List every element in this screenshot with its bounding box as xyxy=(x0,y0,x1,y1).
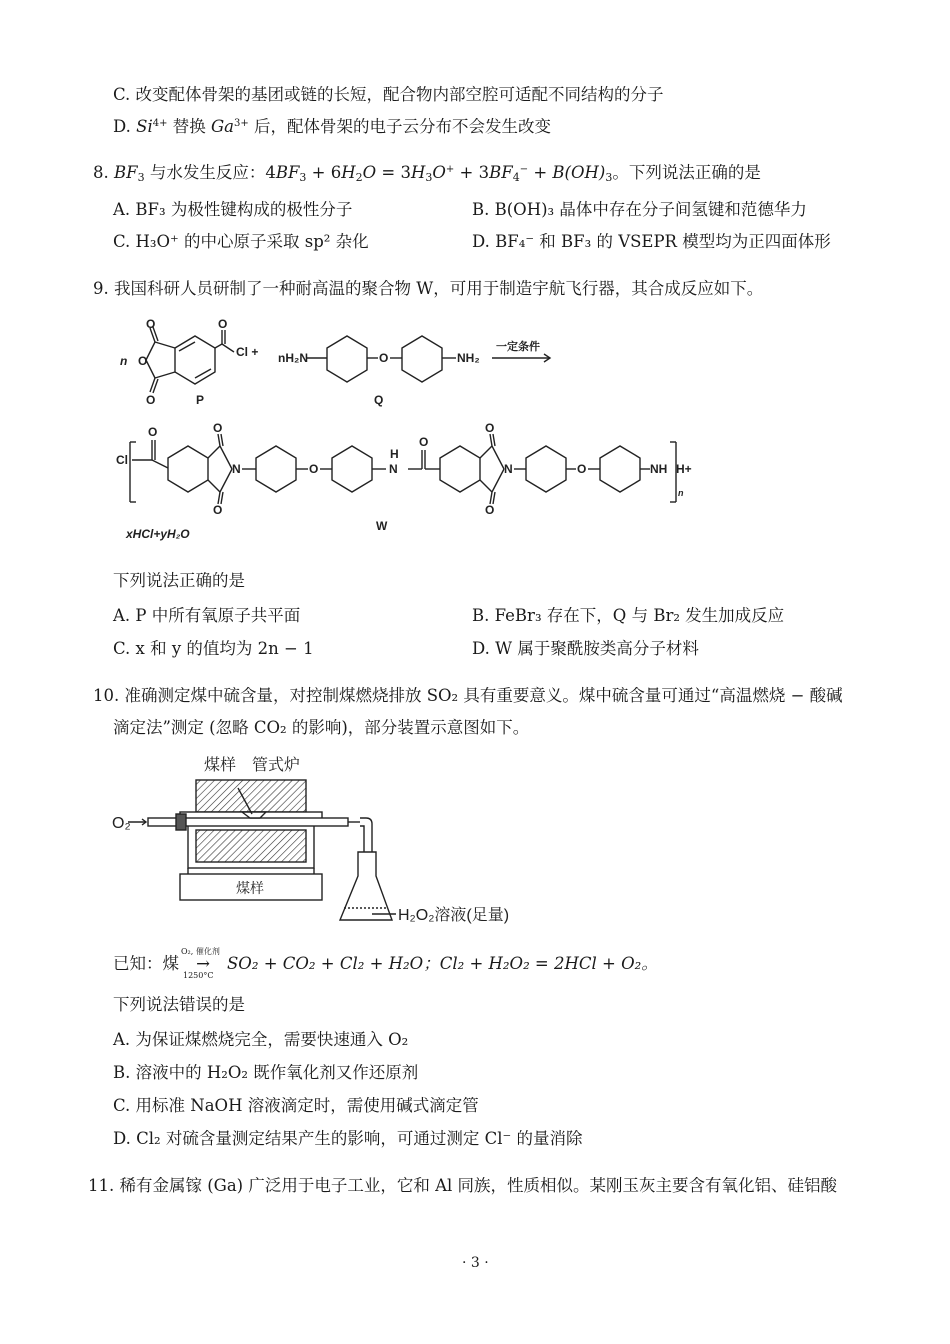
label-w: W xyxy=(376,519,388,533)
q7-option-c: C. 改变配体骨架的基团或链的长短，配合物内部空腔可适配不同结构的分子 xyxy=(113,85,664,104)
fig-label-o2: O₂ xyxy=(112,815,131,832)
q9-reaction-scheme xyxy=(110,312,710,552)
w-amide-n: N xyxy=(389,462,398,476)
fig-label-h2o2: H₂O₂溶液(足量) xyxy=(398,907,510,924)
p-oxygen-acyl: O xyxy=(218,317,228,331)
q-amine-right: NH₂ xyxy=(457,351,480,365)
w-benzene-ring-2 xyxy=(256,446,296,492)
p-cl-plus: Cl + xyxy=(236,345,259,359)
w-carbonyl-oxygen: O xyxy=(419,435,429,449)
w-nitrogen-1: N xyxy=(232,462,241,476)
conical-flask xyxy=(340,852,392,920)
q11-stem: 11. 稀有金属镓 (Ga) 广泛用于电子工业，它和 Al 同族，性质相似。某刚玉灰主要含有氧化铝、硅铝酸 xyxy=(88,1176,838,1195)
byproduct: xHCl+yH₂O xyxy=(126,527,190,541)
w-nitrogen-2: N xyxy=(504,462,513,476)
w-oxygen-1: O xyxy=(148,425,158,439)
w-terminal-nh: NH xyxy=(650,462,668,476)
q10-stem-line2: 滴定法”测定 (忽略 CO₂ 的影响)，部分装置示意图如下。 xyxy=(113,718,530,737)
w-oxygen-3: O xyxy=(213,503,223,517)
q7-option-d: D. $Si^{4+}$ 替换 $Ga^{3+}$ 后，配体骨架的电子云分布不会发生改变 xyxy=(113,117,552,136)
label-q: Q xyxy=(374,393,384,407)
furnace-top-heater xyxy=(196,780,306,812)
w-benzene-ring-4 xyxy=(440,446,480,492)
w-oxygen-4: O xyxy=(485,421,495,435)
q10-ask: 下列说法错误的是 xyxy=(113,995,245,1014)
q9-ask: 下列说法正确的是 xyxy=(113,571,245,590)
q9-option-b: B. FeBr₃ 存在下，Q 与 Br₂ 发生加成反应 xyxy=(472,606,785,625)
q8-option-c: C. H₃O⁺ 的中心原子采取 sp² 杂化 xyxy=(113,232,369,251)
q9-option-c: C. x 和 y 的值均为 2n − 1 xyxy=(113,639,314,658)
w-ether-oxygen-1: O xyxy=(309,462,319,476)
w-benzene-ring-5 xyxy=(526,446,566,492)
w-cl: Cl xyxy=(116,453,128,467)
w-benzene-ring-1 xyxy=(168,446,208,492)
q-amine-left: nH₂N xyxy=(278,351,308,365)
tube-stopper xyxy=(176,814,186,830)
q10-known: 已知：煤 O₂, 催化剂 → 1250°C SO₂ + CO₂ + Cl₂ + H₂O；Cl₂ + H₂O₂ = 2HCl + O₂。 xyxy=(113,947,658,980)
p-oxygen-top: O xyxy=(146,317,156,331)
p-benzene-ring xyxy=(175,336,215,384)
w-benzene-ring-6 xyxy=(600,446,640,492)
w-benzene-ring-3 xyxy=(332,446,372,492)
q-benzene-ring-1 xyxy=(327,336,367,382)
p-n-coefficient: n xyxy=(120,354,128,368)
page-number: · 3 · xyxy=(462,1255,489,1271)
reaction-condition: 一定条件 xyxy=(496,340,540,353)
q9-option-a: A. P 中所有氧原子共平面 xyxy=(113,606,301,625)
q8-stem: 8. $BF_3$ 与水发生反应：$4BF_3 + 6H_2O = 3H_3O^+ + 3BF_4^- + B(OH)_3$。下列说法正确的是 xyxy=(93,163,761,184)
q8-option-b: B. B(OH)₃ 晶体中存在分子间氢键和范德华力 xyxy=(472,200,807,219)
w-ether-oxygen-2: O xyxy=(577,462,587,476)
w-terminal-h: H+ xyxy=(676,462,692,476)
w-repeat-n: n xyxy=(678,488,684,498)
q10-option-d: D. Cl₂ 对硫含量测定结果产生的影响，可通过测定 Cl⁻ 的量消除 xyxy=(113,1129,583,1148)
w-oxygen-5: O xyxy=(485,503,495,517)
w-amide-h: H xyxy=(390,447,399,461)
p-oxygen-bottom: O xyxy=(146,393,156,407)
q8-option-d: D. BF₄⁻ 和 BF₃ 的 VSEPR 模型均为正四面体形 xyxy=(472,232,831,251)
q10-stem-line1: 10. 准确测定煤中硫含量，对控制煤燃烧排放 SO₂ 具有重要意义。煤中硫含量可通过“高温燃烧 − 酸碱 xyxy=(93,686,843,705)
furnace-bottom-heater xyxy=(196,830,306,862)
fig-label-sample: 煤样 xyxy=(204,757,237,774)
q8-option-a: A. BF₃ 为极性键构成的极性分子 xyxy=(113,200,353,219)
w-oxygen-2: O xyxy=(213,421,223,435)
fig-label-base: 煤样 xyxy=(236,880,264,896)
fig-label-furnace: 管式炉 xyxy=(252,757,301,774)
q10-option-b: B. 溶液中的 H₂O₂ 既作氧化剂又作还原剂 xyxy=(113,1063,419,1082)
q10-option-c: C. 用标准 NaOH 溶液滴定时，需使用碱式滴定管 xyxy=(113,1096,479,1115)
q-benzene-ring-2 xyxy=(402,336,442,382)
label-p: P xyxy=(196,393,205,407)
q-ether-oxygen: O xyxy=(379,351,389,365)
q10-apparatus-figure xyxy=(112,748,532,932)
q9-stem: 9. 我国科研人员研制了一种耐高温的聚合物 W，可用于制造宇航飞行器，其合成反应如下。 xyxy=(93,279,764,298)
q10-option-a: A. 为保证煤燃烧完全，需要快速通入 O₂ xyxy=(113,1030,409,1049)
p-oxygen-ring: O xyxy=(138,354,148,368)
q9-option-d: D. W 属于聚酰胺类高分子材料 xyxy=(472,639,699,658)
